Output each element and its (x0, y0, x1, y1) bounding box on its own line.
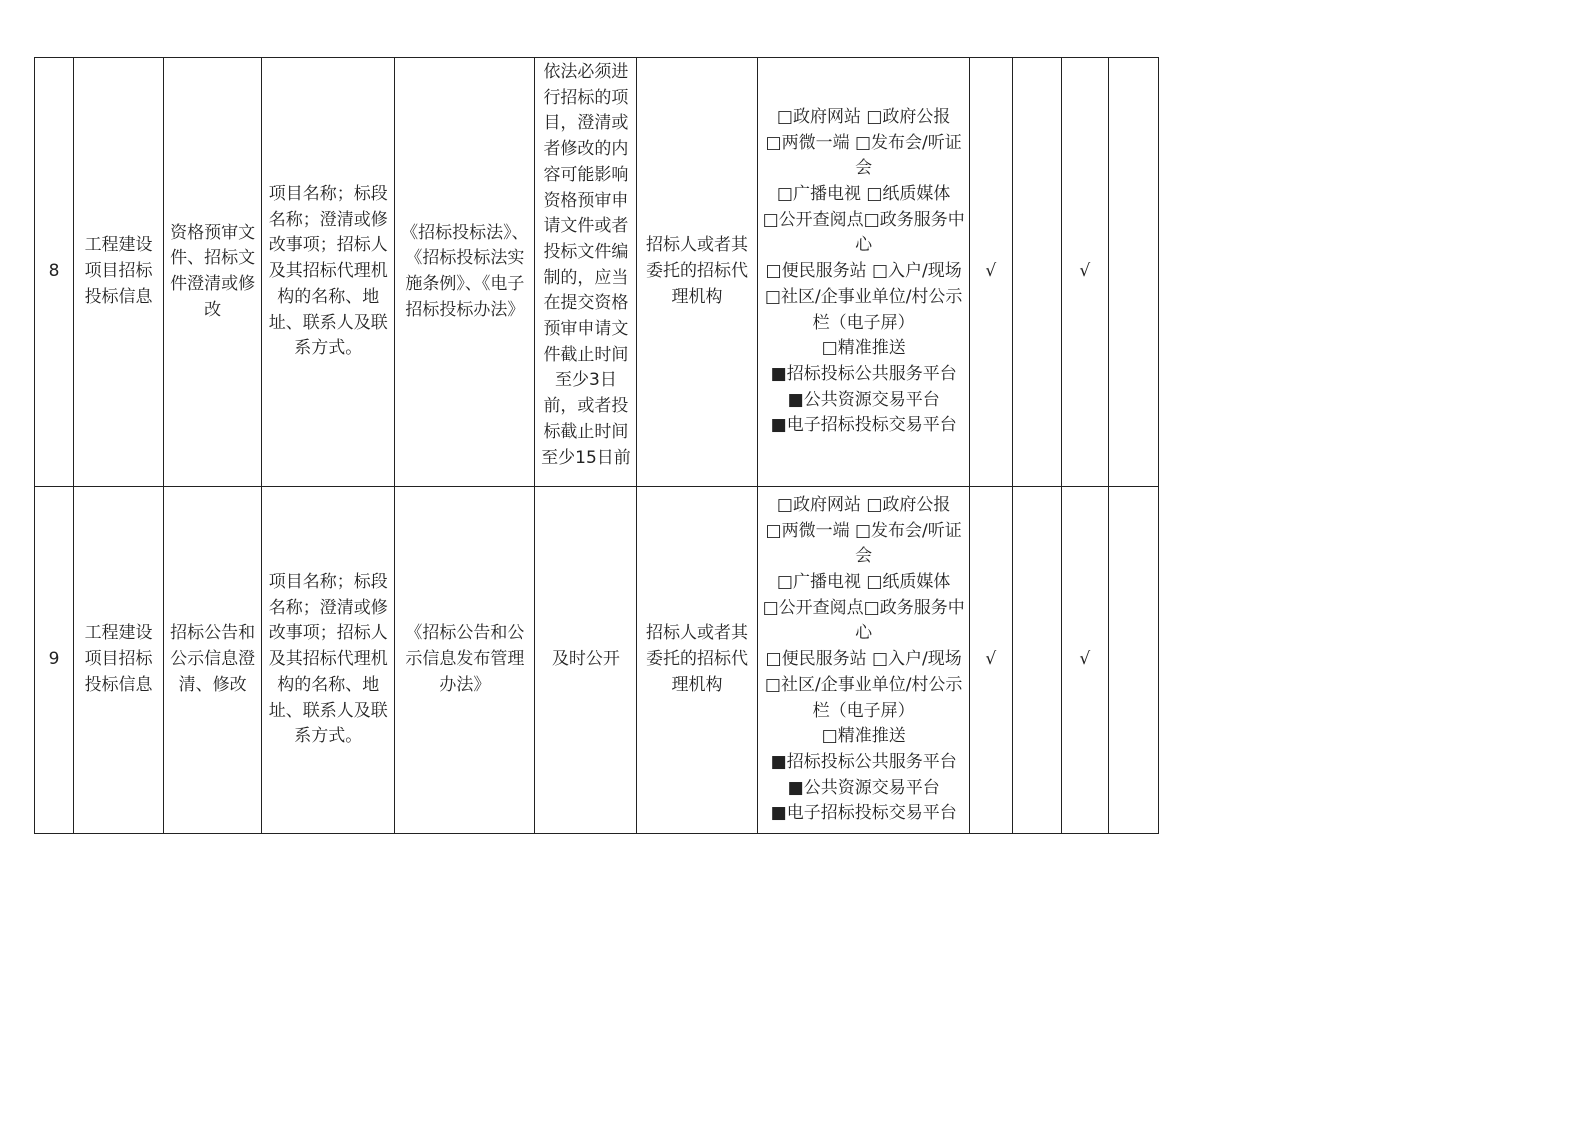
channel-list (758, 105, 969, 439)
check-cell-a (969, 487, 1012, 834)
disclosure-table (34, 57, 1159, 834)
channels-cell (757, 58, 969, 487)
time-limit-cell: 依法必须进行招标的项目，澄清或者修改的内容可能影响资格预审申请文件或者投标文件编制的，应当在提交资格预审申请文件截止时间至少3日前，或者投标截止时间至少15日前 (535, 58, 637, 487)
checkmark: √ (985, 649, 997, 670)
basis-cell: 《招标投标法》、《招标投标法实施条例》、《电子招标投标办法》 (395, 58, 535, 487)
check-cell-d (1108, 58, 1158, 487)
channel-option: ■招标投标公共服务平台 (770, 363, 957, 384)
item-cell: 招标公告和公示信息澄清、修改 (164, 487, 262, 834)
channel-option: □公开查阅点□政务服务中心 (762, 597, 965, 644)
check-cell-b (1012, 487, 1061, 834)
channel-option: □便民服务站 □入户/现场 (765, 261, 962, 282)
row-number: 8 (35, 58, 74, 487)
channel-option: ■电子招标投标交易平台 (770, 415, 957, 436)
basis-cell: 《招标公告和公示信息发布管理办法》 (395, 487, 535, 834)
channel-option: ■电子招标投标交易平台 (770, 803, 957, 824)
item-cell: 资格预审文件、招标文件澄清或修改 (164, 58, 262, 487)
time-limit-cell: 及时公开 (535, 487, 637, 834)
subject-cell: 招标人或者其委托的招标代理机构 (637, 487, 757, 834)
channel-option: ■招标投标公共服务平台 (770, 751, 957, 772)
checkmark: √ (1079, 649, 1091, 670)
row-number: 9 (35, 487, 74, 834)
channel-option: □公开查阅点□政务服务中心 (762, 209, 965, 256)
check-cell-a (969, 58, 1012, 487)
channel-option: ■公共资源交易平台 (787, 777, 940, 798)
channel-option: □社区/企事业单位/村公示栏（电子屏） (764, 674, 963, 721)
channel-option: ■公共资源交易平台 (787, 389, 940, 410)
table-row (35, 487, 1159, 834)
channel-option: □广播电视 □纸质媒体 (776, 184, 951, 205)
category-cell: 工程建设项目招标投标信息 (74, 58, 164, 487)
content-cell: 项目名称；标段名称；澄清或修改事项；招标人及其招标代理机构的名称、地址、联系人及联系方式。 (262, 487, 395, 834)
channel-list (758, 493, 969, 827)
channel-option: □精准推送 (821, 338, 906, 359)
check-cell-c (1061, 58, 1108, 487)
channel-option: □广播电视 □纸质媒体 (776, 572, 951, 593)
channel-option: □政府网站 □政府公报 (776, 106, 951, 127)
channel-option: □政府网站 □政府公报 (776, 494, 951, 515)
channel-option: □便民服务站 □入户/现场 (765, 649, 962, 670)
category-cell: 工程建设项目招标投标信息 (74, 487, 164, 834)
table-row (35, 58, 1159, 487)
channel-option: □社区/企事业单位/村公示栏（电子屏） (764, 286, 963, 333)
check-cell-d (1108, 487, 1158, 834)
subject-cell: 招标人或者其委托的招标代理机构 (637, 58, 757, 487)
channels-cell (757, 487, 969, 834)
checkmark: √ (985, 261, 997, 282)
checkmark: √ (1079, 261, 1091, 282)
check-cell-b (1012, 58, 1061, 487)
channel-option: □精准推送 (821, 726, 906, 747)
channel-option: □两微一端 □发布会/听证会 (765, 132, 962, 179)
check-cell-c (1061, 487, 1108, 834)
content-cell: 项目名称；标段名称；澄清或修改事项；招标人及其招标代理机构的名称、地址、联系人及联系方式。 (262, 58, 395, 487)
channel-option: □两微一端 □发布会/听证会 (765, 520, 962, 567)
